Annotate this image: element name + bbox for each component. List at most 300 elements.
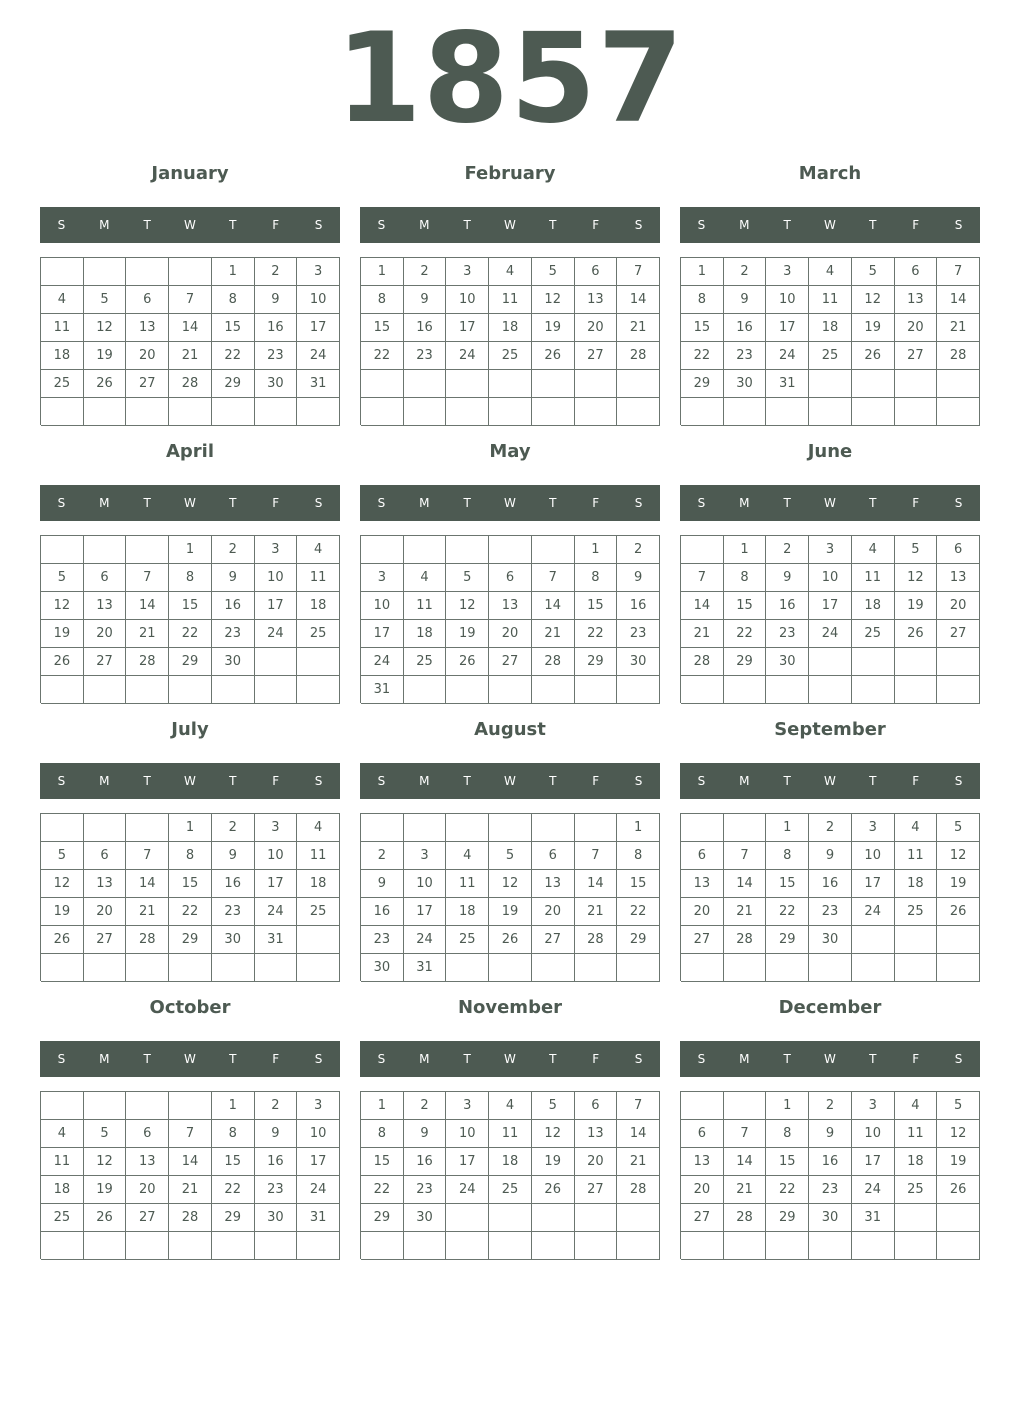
day-cell — [404, 676, 447, 704]
day-cell: 15 — [212, 1148, 255, 1176]
day-cell: 30 — [255, 370, 298, 398]
day-cell — [681, 536, 724, 564]
day-cell: 17 — [852, 870, 895, 898]
month-name: November — [457, 997, 563, 1018]
day-cell: 27 — [489, 648, 532, 676]
day-cell: 19 — [895, 592, 938, 620]
day-cell — [724, 954, 767, 982]
day-cell — [724, 814, 767, 842]
day-cell: 13 — [126, 1148, 169, 1176]
day-cell: 15 — [575, 592, 618, 620]
weekday-label: M — [419, 1052, 430, 1066]
weekday-label: S — [377, 1052, 386, 1066]
day-cell: 28 — [937, 342, 980, 370]
weekday-label: S — [314, 774, 323, 788]
day-cell: 21 — [724, 898, 767, 926]
day-cell — [681, 1232, 724, 1260]
day-cell: 6 — [937, 536, 980, 564]
day-cell: 16 — [212, 592, 255, 620]
day-cell: 7 — [681, 564, 724, 592]
month-name: October — [149, 997, 231, 1018]
day-cell: 6 — [681, 842, 724, 870]
day-cell — [297, 398, 340, 426]
day-cell: 8 — [361, 286, 404, 314]
day-cell — [852, 370, 895, 398]
day-cell: 25 — [852, 620, 895, 648]
day-cell: 20 — [84, 620, 127, 648]
day-cell: 24 — [809, 620, 852, 648]
day-cell — [575, 398, 618, 426]
day-cell: 8 — [212, 1120, 255, 1148]
day-cell: 17 — [361, 620, 404, 648]
day-cell: 1 — [212, 258, 255, 286]
day-cell — [575, 1232, 618, 1260]
day-cell — [575, 1204, 618, 1232]
month-name: September — [774, 719, 886, 740]
day-cell: 5 — [41, 564, 84, 592]
day-cell: 7 — [126, 564, 169, 592]
day-cell: 31 — [361, 676, 404, 704]
weekday-label: S — [954, 1052, 963, 1066]
day-cell — [937, 1232, 980, 1260]
day-cell: 22 — [766, 1176, 809, 1204]
day-cell: 17 — [809, 592, 852, 620]
day-cell: 9 — [404, 1120, 447, 1148]
day-cell: 29 — [766, 1204, 809, 1232]
day-cell: 3 — [255, 536, 298, 564]
day-cell: 20 — [937, 592, 980, 620]
day-cell: 6 — [532, 842, 575, 870]
day-cell: 20 — [126, 342, 169, 370]
day-cell: 10 — [766, 286, 809, 314]
weekday-label: S — [314, 218, 323, 232]
day-cell: 11 — [297, 564, 340, 592]
day-cell: 27 — [575, 1176, 618, 1204]
weekday-label: S — [697, 1052, 706, 1066]
day-cell: 11 — [41, 314, 84, 342]
weekday-label: T — [143, 1052, 151, 1066]
day-cell: 14 — [724, 870, 767, 898]
weekday-label: F — [272, 774, 280, 788]
day-cell — [404, 398, 447, 426]
days-grid — [680, 535, 980, 703]
weekday-label: T — [463, 218, 471, 232]
day-cell: 30 — [617, 648, 660, 676]
day-cell: 3 — [255, 814, 298, 842]
day-cell: 20 — [681, 1176, 724, 1204]
day-cell: 18 — [852, 592, 895, 620]
day-cell — [169, 1232, 212, 1260]
day-cell — [895, 676, 938, 704]
day-cell: 24 — [255, 898, 298, 926]
day-cell: 17 — [404, 898, 447, 926]
weekday-label: T — [463, 1052, 471, 1066]
day-cell: 12 — [937, 842, 980, 870]
day-cell: 9 — [617, 564, 660, 592]
day-cell: 19 — [41, 620, 84, 648]
day-cell: 23 — [212, 620, 255, 648]
day-cell — [169, 1092, 212, 1120]
day-cell: 13 — [84, 870, 127, 898]
day-cell: 19 — [937, 1148, 980, 1176]
weekday-label: W — [824, 218, 836, 232]
day-cell — [489, 814, 532, 842]
day-cell: 23 — [361, 926, 404, 954]
day-cell — [361, 1232, 404, 1260]
day-cell — [937, 1204, 980, 1232]
day-cell — [126, 1092, 169, 1120]
day-cell: 9 — [809, 1120, 852, 1148]
day-cell: 15 — [617, 870, 660, 898]
weekday-label: F — [912, 496, 920, 510]
day-cell — [446, 814, 489, 842]
day-cell: 1 — [766, 1092, 809, 1120]
weekday-label: T — [869, 774, 877, 788]
day-cell — [41, 676, 84, 704]
weekday-label: F — [272, 218, 280, 232]
day-cell: 31 — [255, 926, 298, 954]
day-cell: 26 — [446, 648, 489, 676]
day-cell — [766, 398, 809, 426]
weekday-label: F — [912, 1052, 920, 1066]
month-name: August — [474, 719, 546, 740]
day-cell — [169, 954, 212, 982]
weekday-label: M — [739, 774, 750, 788]
day-cell: 14 — [532, 592, 575, 620]
day-cell: 2 — [361, 842, 404, 870]
day-cell — [532, 370, 575, 398]
day-cell — [617, 676, 660, 704]
day-cell — [212, 954, 255, 982]
day-cell — [617, 1204, 660, 1232]
day-cell: 5 — [532, 258, 575, 286]
day-cell: 24 — [852, 1176, 895, 1204]
month-december — [680, 984, 980, 1262]
weekday-label: T — [463, 774, 471, 788]
weekday-label: T — [229, 496, 237, 510]
day-cell: 9 — [404, 286, 447, 314]
day-cell: 11 — [404, 592, 447, 620]
day-cell: 24 — [297, 1176, 340, 1204]
day-cell: 7 — [724, 1120, 767, 1148]
day-cell: 18 — [297, 870, 340, 898]
day-cell — [766, 954, 809, 982]
day-cell — [489, 536, 532, 564]
days-grid — [360, 257, 660, 425]
day-cell — [937, 398, 980, 426]
day-cell: 11 — [895, 1120, 938, 1148]
weekday-header — [360, 763, 660, 799]
weekday-label: M — [419, 218, 430, 232]
day-cell: 30 — [255, 1204, 298, 1232]
days-grid — [680, 257, 980, 425]
day-cell: 1 — [361, 258, 404, 286]
day-cell: 13 — [126, 314, 169, 342]
day-cell: 8 — [724, 564, 767, 592]
day-cell: 12 — [937, 1120, 980, 1148]
day-cell — [681, 398, 724, 426]
day-cell: 30 — [404, 1204, 447, 1232]
month-march — [680, 150, 980, 428]
day-cell: 26 — [895, 620, 938, 648]
weekday-label: M — [99, 218, 110, 232]
weekday-label: S — [697, 496, 706, 510]
day-cell: 3 — [446, 1092, 489, 1120]
day-cell: 4 — [297, 814, 340, 842]
day-cell: 24 — [404, 926, 447, 954]
day-cell: 19 — [937, 870, 980, 898]
day-cell: 11 — [809, 286, 852, 314]
day-cell: 12 — [532, 286, 575, 314]
day-cell — [212, 1232, 255, 1260]
day-cell: 9 — [724, 286, 767, 314]
day-cell: 9 — [766, 564, 809, 592]
day-cell — [575, 676, 618, 704]
weekday-label: M — [739, 496, 750, 510]
day-cell: 9 — [212, 842, 255, 870]
month-name: April — [165, 441, 215, 462]
weekday-label: M — [419, 774, 430, 788]
day-cell: 14 — [575, 870, 618, 898]
day-cell: 12 — [489, 870, 532, 898]
day-cell — [361, 814, 404, 842]
day-cell: 1 — [681, 258, 724, 286]
day-cell: 28 — [169, 370, 212, 398]
day-cell: 8 — [361, 1120, 404, 1148]
day-cell — [41, 814, 84, 842]
day-cell — [297, 1232, 340, 1260]
day-cell: 18 — [489, 1148, 532, 1176]
day-cell — [169, 258, 212, 286]
day-cell — [489, 1204, 532, 1232]
day-cell: 19 — [84, 342, 127, 370]
day-cell: 27 — [126, 1204, 169, 1232]
day-cell: 8 — [212, 286, 255, 314]
day-cell: 6 — [575, 1092, 618, 1120]
day-cell: 11 — [297, 842, 340, 870]
day-cell: 14 — [617, 1120, 660, 1148]
day-cell: 5 — [446, 564, 489, 592]
day-cell — [255, 954, 298, 982]
day-cell: 26 — [937, 1176, 980, 1204]
day-cell: 27 — [681, 926, 724, 954]
day-cell: 16 — [809, 870, 852, 898]
day-cell — [852, 676, 895, 704]
day-cell: 15 — [724, 592, 767, 620]
day-cell — [532, 1204, 575, 1232]
day-cell: 18 — [895, 1148, 938, 1176]
day-cell — [446, 398, 489, 426]
day-cell — [126, 258, 169, 286]
month-name: July — [171, 719, 209, 740]
day-cell — [361, 398, 404, 426]
day-cell — [937, 370, 980, 398]
day-cell: 6 — [681, 1120, 724, 1148]
day-cell: 18 — [41, 1176, 84, 1204]
month-november — [360, 984, 660, 1262]
weekday-label: W — [504, 774, 516, 788]
day-cell: 13 — [489, 592, 532, 620]
weekday-label: S — [954, 774, 963, 788]
day-cell: 10 — [809, 564, 852, 592]
day-cell: 13 — [895, 286, 938, 314]
day-cell: 12 — [852, 286, 895, 314]
day-cell: 10 — [361, 592, 404, 620]
day-cell: 7 — [937, 258, 980, 286]
day-cell: 23 — [255, 1176, 298, 1204]
weekday-label: T — [783, 496, 791, 510]
day-cell: 3 — [852, 814, 895, 842]
day-cell: 21 — [617, 314, 660, 342]
day-cell: 24 — [255, 620, 298, 648]
day-cell — [617, 398, 660, 426]
day-cell: 7 — [169, 286, 212, 314]
weekday-label: T — [229, 774, 237, 788]
year-title: 1857 — [335, 7, 685, 151]
day-cell: 10 — [852, 1120, 895, 1148]
weekday-label: F — [592, 218, 600, 232]
day-cell: 3 — [297, 1092, 340, 1120]
day-cell: 9 — [809, 842, 852, 870]
weekday-label: S — [314, 496, 323, 510]
day-cell: 25 — [895, 1176, 938, 1204]
weekday-label: W — [504, 218, 516, 232]
day-cell: 9 — [255, 286, 298, 314]
weekday-label: M — [99, 496, 110, 510]
day-cell — [169, 676, 212, 704]
day-cell: 6 — [84, 842, 127, 870]
day-cell: 22 — [681, 342, 724, 370]
day-cell: 26 — [937, 898, 980, 926]
weekday-label: W — [184, 218, 196, 232]
day-cell: 5 — [895, 536, 938, 564]
day-cell — [766, 1232, 809, 1260]
day-cell: 5 — [532, 1092, 575, 1120]
day-cell — [895, 954, 938, 982]
day-cell — [84, 954, 127, 982]
day-cell: 15 — [361, 314, 404, 342]
month-name: June — [807, 441, 853, 462]
weekday-label: M — [99, 1052, 110, 1066]
day-cell: 6 — [489, 564, 532, 592]
weekday-header — [360, 485, 660, 521]
day-cell — [297, 954, 340, 982]
day-cell: 8 — [766, 842, 809, 870]
day-cell: 23 — [404, 1176, 447, 1204]
day-cell: 1 — [361, 1092, 404, 1120]
day-cell: 23 — [766, 620, 809, 648]
day-cell: 26 — [41, 926, 84, 954]
day-cell: 24 — [446, 1176, 489, 1204]
month-name: January — [151, 163, 229, 184]
day-cell — [404, 1232, 447, 1260]
day-cell: 1 — [724, 536, 767, 564]
day-cell: 4 — [446, 842, 489, 870]
day-cell: 14 — [126, 870, 169, 898]
day-cell: 29 — [766, 926, 809, 954]
weekday-label: T — [869, 496, 877, 510]
weekday-label: F — [592, 496, 600, 510]
weekday-label: W — [504, 496, 516, 510]
weekday-label: T — [463, 496, 471, 510]
day-cell: 13 — [681, 1148, 724, 1176]
day-cell: 13 — [937, 564, 980, 592]
days-grid — [680, 813, 980, 981]
day-cell: 30 — [212, 926, 255, 954]
day-cell: 4 — [41, 1120, 84, 1148]
day-cell — [489, 676, 532, 704]
day-cell — [297, 676, 340, 704]
weekday-header — [360, 1041, 660, 1077]
weekday-header — [680, 207, 980, 243]
day-cell — [84, 814, 127, 842]
day-cell: 4 — [852, 536, 895, 564]
day-cell: 3 — [766, 258, 809, 286]
day-cell: 5 — [84, 1120, 127, 1148]
day-cell — [255, 676, 298, 704]
weekday-header — [40, 763, 340, 799]
day-cell: 3 — [361, 564, 404, 592]
day-cell: 12 — [532, 1120, 575, 1148]
day-cell — [255, 648, 298, 676]
day-cell: 26 — [41, 648, 84, 676]
day-cell — [297, 648, 340, 676]
day-cell: 13 — [575, 1120, 618, 1148]
weekday-label: M — [739, 1052, 750, 1066]
day-cell: 20 — [126, 1176, 169, 1204]
day-cell: 5 — [852, 258, 895, 286]
day-cell: 16 — [809, 1148, 852, 1176]
day-cell: 1 — [212, 1092, 255, 1120]
day-cell — [489, 954, 532, 982]
day-cell — [41, 1232, 84, 1260]
day-cell: 7 — [575, 842, 618, 870]
day-cell: 14 — [681, 592, 724, 620]
day-cell: 19 — [84, 1176, 127, 1204]
weekday-label: W — [824, 774, 836, 788]
day-cell: 20 — [489, 620, 532, 648]
weekday-label: W — [824, 1052, 836, 1066]
day-cell: 16 — [404, 1148, 447, 1176]
day-cell: 7 — [532, 564, 575, 592]
day-cell — [489, 370, 532, 398]
days-grid — [360, 535, 660, 703]
day-cell: 2 — [212, 536, 255, 564]
day-cell: 13 — [84, 592, 127, 620]
day-cell: 24 — [766, 342, 809, 370]
day-cell — [126, 1232, 169, 1260]
day-cell: 16 — [766, 592, 809, 620]
day-cell: 28 — [126, 926, 169, 954]
day-cell: 29 — [212, 370, 255, 398]
day-cell: 4 — [489, 258, 532, 286]
weekday-label: F — [272, 1052, 280, 1066]
day-cell: 19 — [446, 620, 489, 648]
day-cell: 31 — [852, 1204, 895, 1232]
day-cell: 23 — [809, 1176, 852, 1204]
day-cell: 26 — [489, 926, 532, 954]
day-cell: 19 — [489, 898, 532, 926]
day-cell: 6 — [895, 258, 938, 286]
day-cell: 10 — [852, 842, 895, 870]
day-cell: 14 — [169, 314, 212, 342]
day-cell: 24 — [852, 898, 895, 926]
day-cell: 12 — [895, 564, 938, 592]
day-cell: 25 — [41, 1204, 84, 1232]
weekday-label: T — [549, 774, 557, 788]
day-cell — [809, 676, 852, 704]
day-cell: 14 — [169, 1148, 212, 1176]
